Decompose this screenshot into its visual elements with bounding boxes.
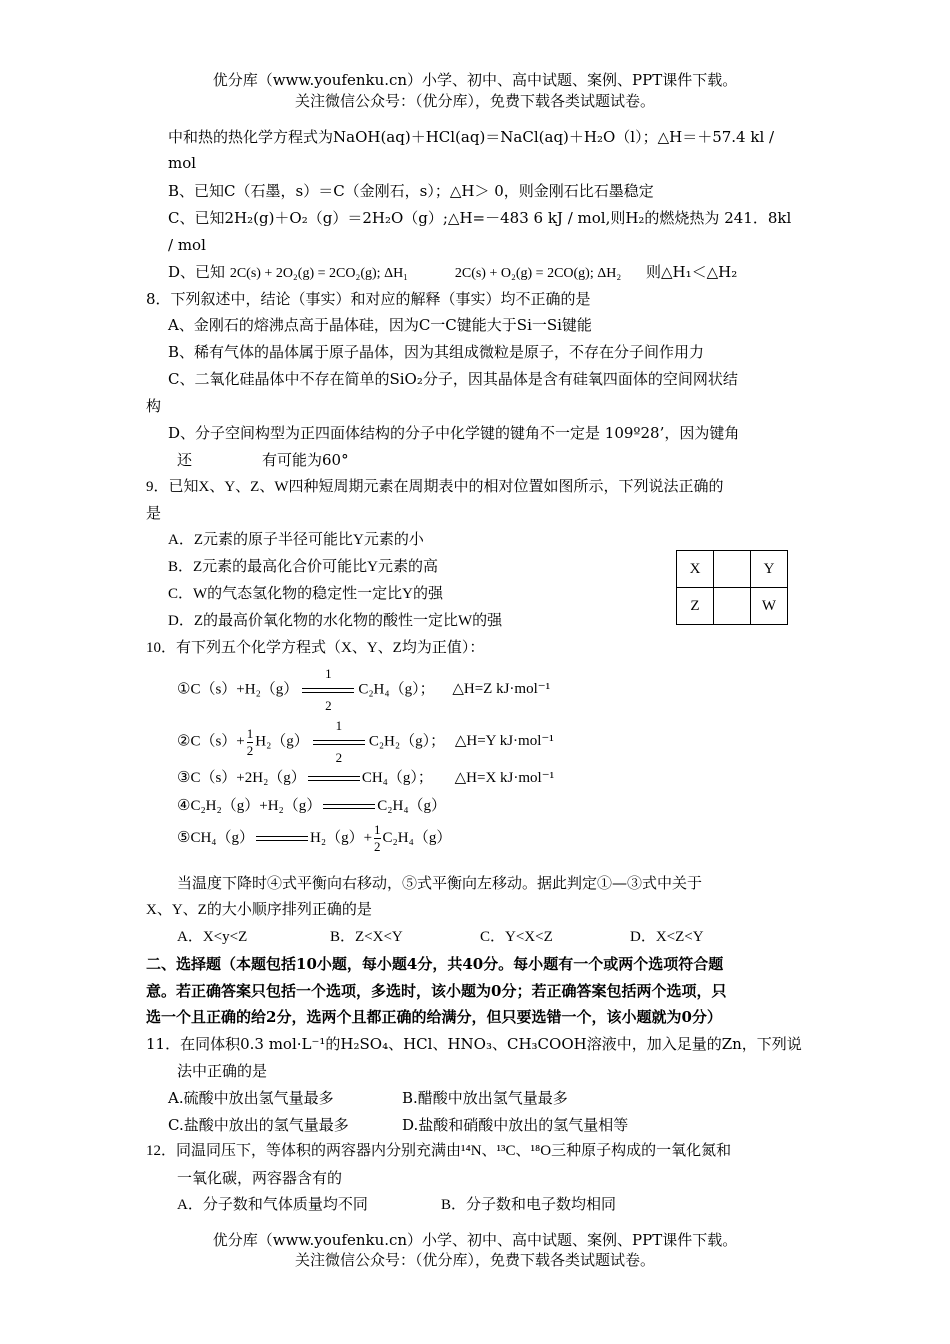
eq2-coef-fraction	[247, 726, 254, 759]
section2-heading-line1: 二、选择题（本题包括10小题，每小题4分，共40分。每小题有一个或两个选项符合题	[146, 955, 724, 973]
q7-option-c-line1: C、已知2H₂(g)＋O₂（g）＝2H₂O（g）;△H=－483 6 kJ / mol,则H₂的燃烧热为 241．8kl	[168, 209, 792, 227]
page-footer-line1: 优分库（www.youfenku.cn）小学、初中、高中试题、案例、PPT课件下载。	[212, 1231, 738, 1249]
q12-stem-line2: 一氧化碳，两容器含有的	[177, 1169, 343, 1187]
eq1-fraction	[300, 666, 356, 714]
q8-option-d-line2b: 有可能为60°	[262, 451, 349, 469]
q8-option-a: A、金刚石的熔沸点高于晶体硅，因为C一C键能大于Si一Si键能	[168, 316, 592, 334]
q11-option-a: A.硫酸中放出氢气量最多	[168, 1089, 334, 1107]
eq5-left: ⑤CH₄（g）	[177, 829, 255, 846]
equilibrium-arrow-icon	[313, 738, 365, 748]
q8-stem: 8．下列叙述中，结论（事实）和对应的解释（事实）均不正确的是	[146, 290, 591, 308]
eq2-dh: △H=Y kJ·mol⁻¹	[454, 733, 554, 750]
q10-desc-line2: X、Y、Z的大小顺序排列正确的是	[146, 902, 372, 918]
q9-option-c: C．W的气态氢化物的稳定性一定比Y的强	[168, 586, 443, 602]
q12-option-a: A．分子数和气体质量均不同	[177, 1197, 368, 1213]
eq3-right: CH₄（g）；	[361, 770, 433, 786]
q8-option-d-line2a: 还	[177, 451, 193, 469]
q10-option-b: B．Z<X<Y	[330, 929, 403, 945]
q7-option-b: B、已知C（石墨，s）＝C（金刚石，s）；△H＞ 0，则金刚石比石墨稳定	[168, 182, 654, 200]
eq4-left: ④C₂H₂（g）+H₂（g）	[177, 798, 322, 814]
q11-stem-line1: 11．在同体积0.3 mol·L⁻¹的H₂SO₄、HCl、HNO₃、CH₃COOH溶液中，加入足量的Zn，下列说	[146, 1035, 802, 1053]
eq3-dh: △H=X kJ·mol⁻¹	[454, 770, 555, 786]
grid-cell-x: X	[677, 551, 714, 588]
q7-d-prefix: D、已知	[168, 263, 226, 281]
q9-stem-line1: 9．已知X、Y、Z、W四种短周期元素在周期表中的相对位置如图所示，下列说法正确的	[146, 479, 724, 495]
q9-stem-line2: 是	[146, 504, 162, 522]
frac-num: 1	[335, 718, 343, 733]
q10-option-a: A．X<y<Z	[177, 929, 248, 945]
equilibrium-arrow-icon	[302, 686, 354, 696]
q8-option-b: B、稀有气体的晶体属于原子晶体，因为其组成微粒是原子，不存在分子间作用力	[168, 343, 705, 361]
grid-cell-y: Y	[751, 551, 788, 588]
q8-option-c-line1: C、二氧化硅晶体中不存在简单的SiO₂分子，因其晶体是含有硅氧四面体的空间网状结	[168, 370, 738, 388]
section2-heading-line2: 意。若正确答案只包括一个选项，多选时，该小题为0分；若正确答案包括两个选项，只	[146, 982, 727, 1000]
eq5-coef-fraction	[374, 822, 381, 855]
equilibrium-arrow-icon	[323, 802, 375, 812]
q10-equation-4	[177, 794, 446, 815]
grid-cell-empty	[714, 551, 751, 588]
q9-option-b: B．Z元素的最高化合价可能比Y元素的高	[168, 559, 439, 575]
equilibrium-arrow-icon	[256, 834, 308, 844]
frac-den: 2	[374, 839, 381, 854]
page-footer-line2: 关注微信公众号：（优分库），免费下载各类试题试卷。	[294, 1251, 655, 1269]
eq5-mid: H₂（g）+	[310, 829, 373, 846]
eq2-fraction	[311, 718, 367, 766]
q11-option-c: C.盐酸中放出的氢气量最多	[168, 1116, 349, 1134]
grid-cell-empty	[714, 588, 751, 625]
periodic-position-grid	[676, 550, 788, 625]
grid-cell-w: W	[751, 588, 788, 625]
q12-stem-line1: 12．同温同压下，等体积的两容器内分别充满由¹⁴N、¹³C、¹⁸O三种原子构成的一氧化氮和	[146, 1143, 732, 1159]
q8-option-d-line1: D、分子空间构型为正四面体结构的分子中化学键的键角不一定是 109º28’，因为键角	[168, 424, 740, 442]
frac-num: 1	[374, 822, 381, 837]
grid-cell-z: Z	[677, 588, 714, 625]
frac-den: 2	[325, 698, 332, 713]
q7-option-c-line2: / mol	[168, 236, 206, 254]
equilibrium-arrow-icon	[308, 774, 360, 784]
q7-d-equation-2: 2C(s) + O₂(g) = 2CO(g); ΔH₂	[454, 266, 622, 281]
q7-option-d	[168, 261, 737, 285]
q10-option-d: D．X<Z<Y	[630, 929, 704, 945]
section2-heading-line3: 选一个且正确的给2分，选两个且都正确的给满分，但只要选错一个，该小题就为0分）	[146, 1008, 722, 1026]
q10-equation-5	[177, 822, 451, 855]
eq1-left: ①C（s）+H₂（g）	[177, 681, 299, 698]
frac-den: 2	[246, 742, 254, 758]
q7-option-a-line1: 中和热的热化学方程式为NaOH(aq)＋HCl(aq)＝NaCl(aq)＋H₂O（l）；△H＝＋57.4 kl /	[168, 128, 775, 146]
eq5-right: C₂H₄（g）	[382, 829, 452, 846]
eq2-left: ②C（s）+	[177, 733, 245, 750]
eq4-right: C₂H₄（g）	[377, 798, 447, 814]
q11-stem-line2: 法中正确的是	[177, 1062, 268, 1080]
frac-num: 1	[246, 725, 254, 741]
q10-equation-3	[177, 766, 554, 787]
q7-option-a-line2: mol	[168, 154, 197, 172]
q9-option-a: A．Z元素的原子半径可能比Y元素的小	[168, 532, 424, 548]
q10-stem: 10．有下列五个化学方程式（X、Y、Z均为正值）：	[146, 640, 485, 656]
q12-option-b: B．分子数和电子数均相同	[441, 1197, 617, 1213]
q10-equation-2	[177, 718, 554, 766]
eq2-right: C₂H₂（g）；	[368, 733, 446, 750]
frac-num: 1	[325, 666, 332, 681]
q10-option-c: C．Y<X<Z	[480, 929, 553, 945]
q9-option-d: D．Z的最高价氧化物的水化物的酸性一定比W的强	[168, 613, 503, 629]
eq3-left: ③C（s）+2H₂（g）	[177, 770, 306, 786]
q11-option-b: B.醋酸中放出氢气量最多	[402, 1089, 568, 1107]
eq1-dh: △H=Z kJ·mol⁻¹	[452, 681, 551, 698]
eq1-right: C₂H₄（g）；	[358, 681, 435, 698]
q7-d-equation-1: 2C(s) + 2O₂(g) = 2CO₂(g); ΔH₁	[229, 266, 409, 281]
q10-equation-1	[177, 666, 550, 714]
q10-desc-line1: 当温度下降时④式平衡向右移动，⑤式平衡向左移动。据此判定①—③式中关于	[177, 874, 703, 892]
q8-option-c-line2: 构	[146, 397, 162, 415]
frac-den: 2	[335, 750, 343, 765]
eq2-mid: H₂（g）	[255, 733, 309, 750]
q7-d-suffix: 则△H₁＜△H₂	[646, 263, 738, 281]
page-header-line1: 优分库（www.youfenku.cn）小学、初中、高中试题、案例、PPT课件下载。	[212, 71, 738, 89]
q11-option-d: D.盐酸和硝酸中放出的氢气量相等	[402, 1116, 629, 1134]
page-header-line2: 关注微信公众号：（优分库），免费下载各类试题试卷。	[294, 92, 655, 110]
